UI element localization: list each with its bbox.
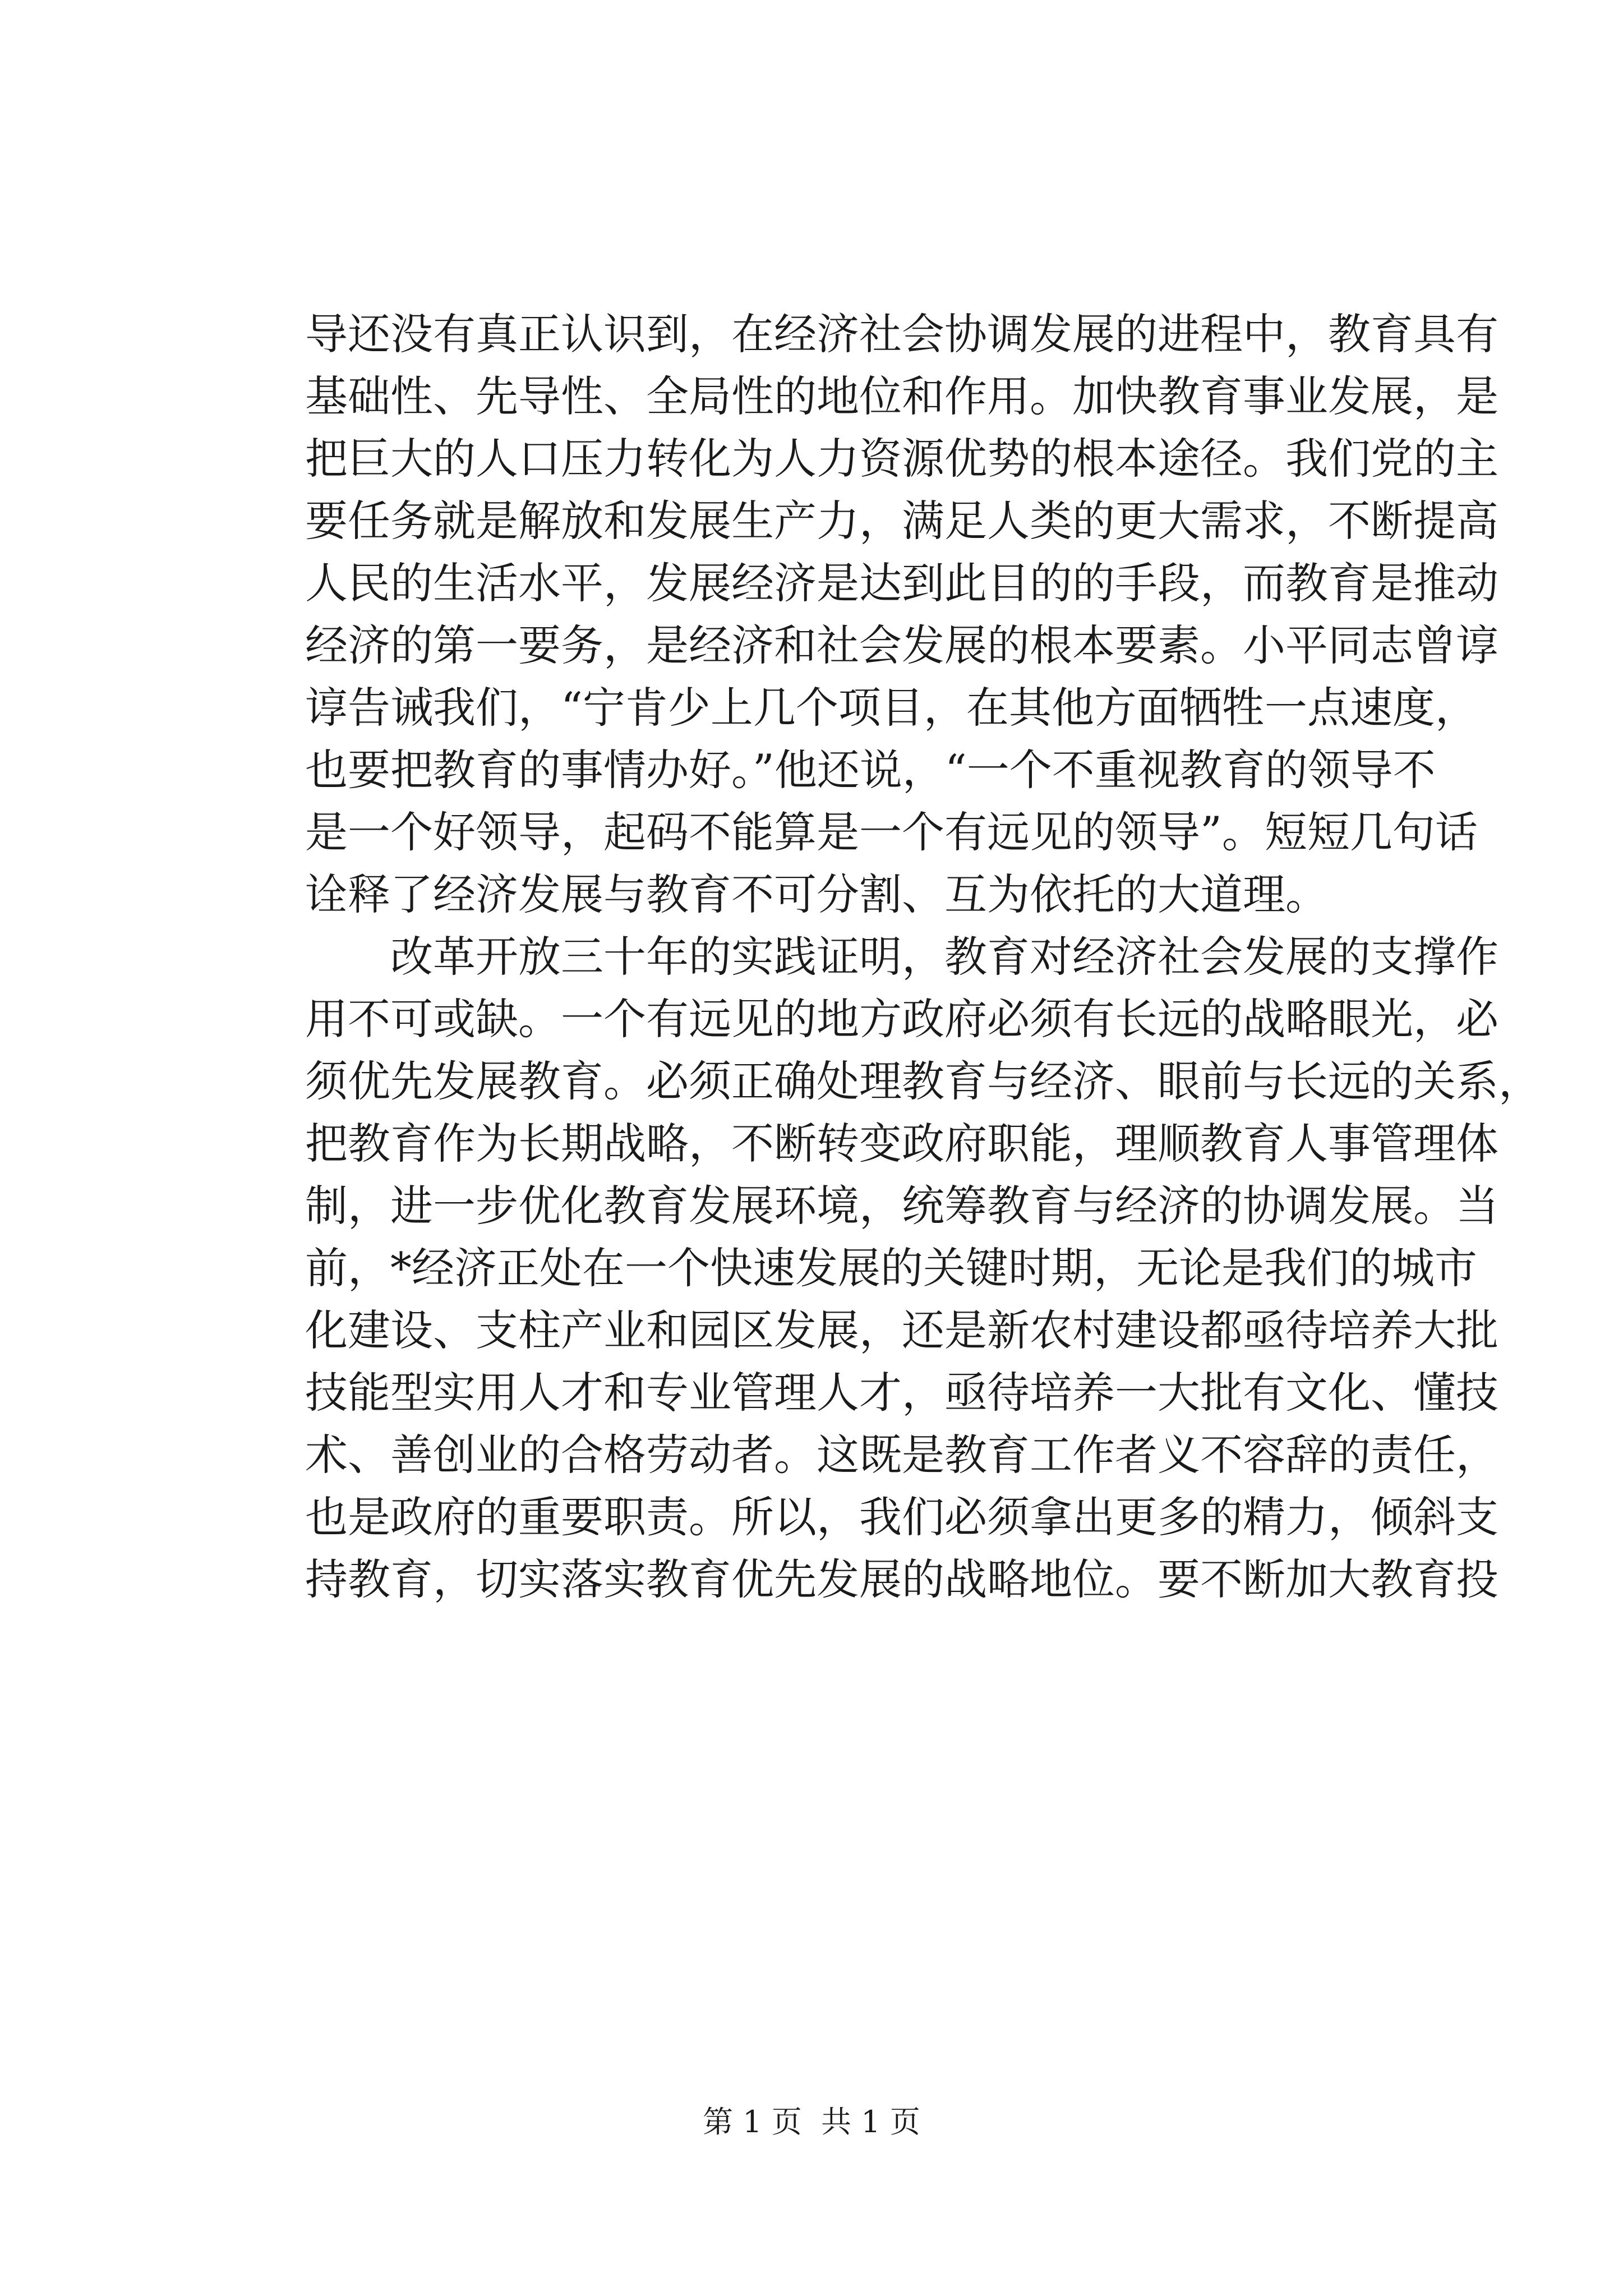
text-line: 要任务就是解放和发展生产力，满足人类的更大需求，不断提高 — [305, 496, 1498, 546]
text-line: 是一个好领导，起码不能算是一个有远见的领导”。短短几句话 — [305, 807, 1478, 857]
text-line: 化建设、支柱产业和园区发展，还是新农村建设都亟待培养大批 — [305, 1305, 1498, 1355]
text-line: 谆告诫我们，“宁肯少上几个项目，在其他方面牺牲一点速度， — [305, 683, 1478, 733]
document-body — [305, 303, 1541, 1611]
text-line: 把巨大的人口压力转化为人力资源优势的根本途径。我们党的主 — [305, 434, 1498, 484]
text-line: 人民的生活水平，发展经济是达到此目的的手段，而教育是推动 — [305, 558, 1498, 608]
text-line: 也是政府的重要职责。所以，我们必须拿出更多的精力，倾斜支 — [305, 1492, 1498, 1542]
text-line: 导还没有真正认识到，在经济社会协调发展的进程中，教育具有 — [305, 309, 1498, 359]
text-line: 诠释了经济发展与教育不可分割、互为依托的大道理。 — [305, 869, 1328, 919]
text-line: 基础性、先导性、全局性的地位和作用。加快教育事业发展，是 — [305, 371, 1498, 421]
text-line: 须优先发展教育。必须正确处理教育与经济、眼前与长远的关系， — [305, 1056, 1541, 1106]
text-line: 改革开放三十年的实践证明，教育对经济社会发展的支撑作 — [390, 932, 1498, 982]
text-line: 把教育作为长期战略，不断转变政府职能，理顺教育人事管理体 — [305, 1119, 1498, 1168]
text-line: 技能型实用人才和专业管理人才，亟待培养一大批有文化、懂技 — [305, 1368, 1498, 1418]
text-line: 也要把教育的事情办好。”他还说，“一个不重视教育的领导不 — [305, 745, 1436, 795]
text-line: 用不可或缺。一个有远见的地方政府必须有长远的战略眼光，必 — [305, 994, 1498, 1044]
text-line: 经济的第一要务，是经济和社会发展的根本要素。小平同志曾谆 — [305, 620, 1498, 670]
text-line: 制，进一步优化教育发展环境，统筹教育与经济的协调发展。当 — [305, 1181, 1498, 1231]
text-line: 前，*经济正处在一个快速发展的关键时期，无论是我们的城市 — [305, 1243, 1477, 1293]
page-number-footer: 第 1 页 共 1 页 — [703, 2104, 920, 2139]
text-line: 持教育，切实落实教育优先发展的战略地位。要不断加大教育投 — [305, 1554, 1498, 1604]
text-line: 术、善创业的合格劳动者。这既是教育工作者义不容辞的责任， — [305, 1430, 1498, 1480]
